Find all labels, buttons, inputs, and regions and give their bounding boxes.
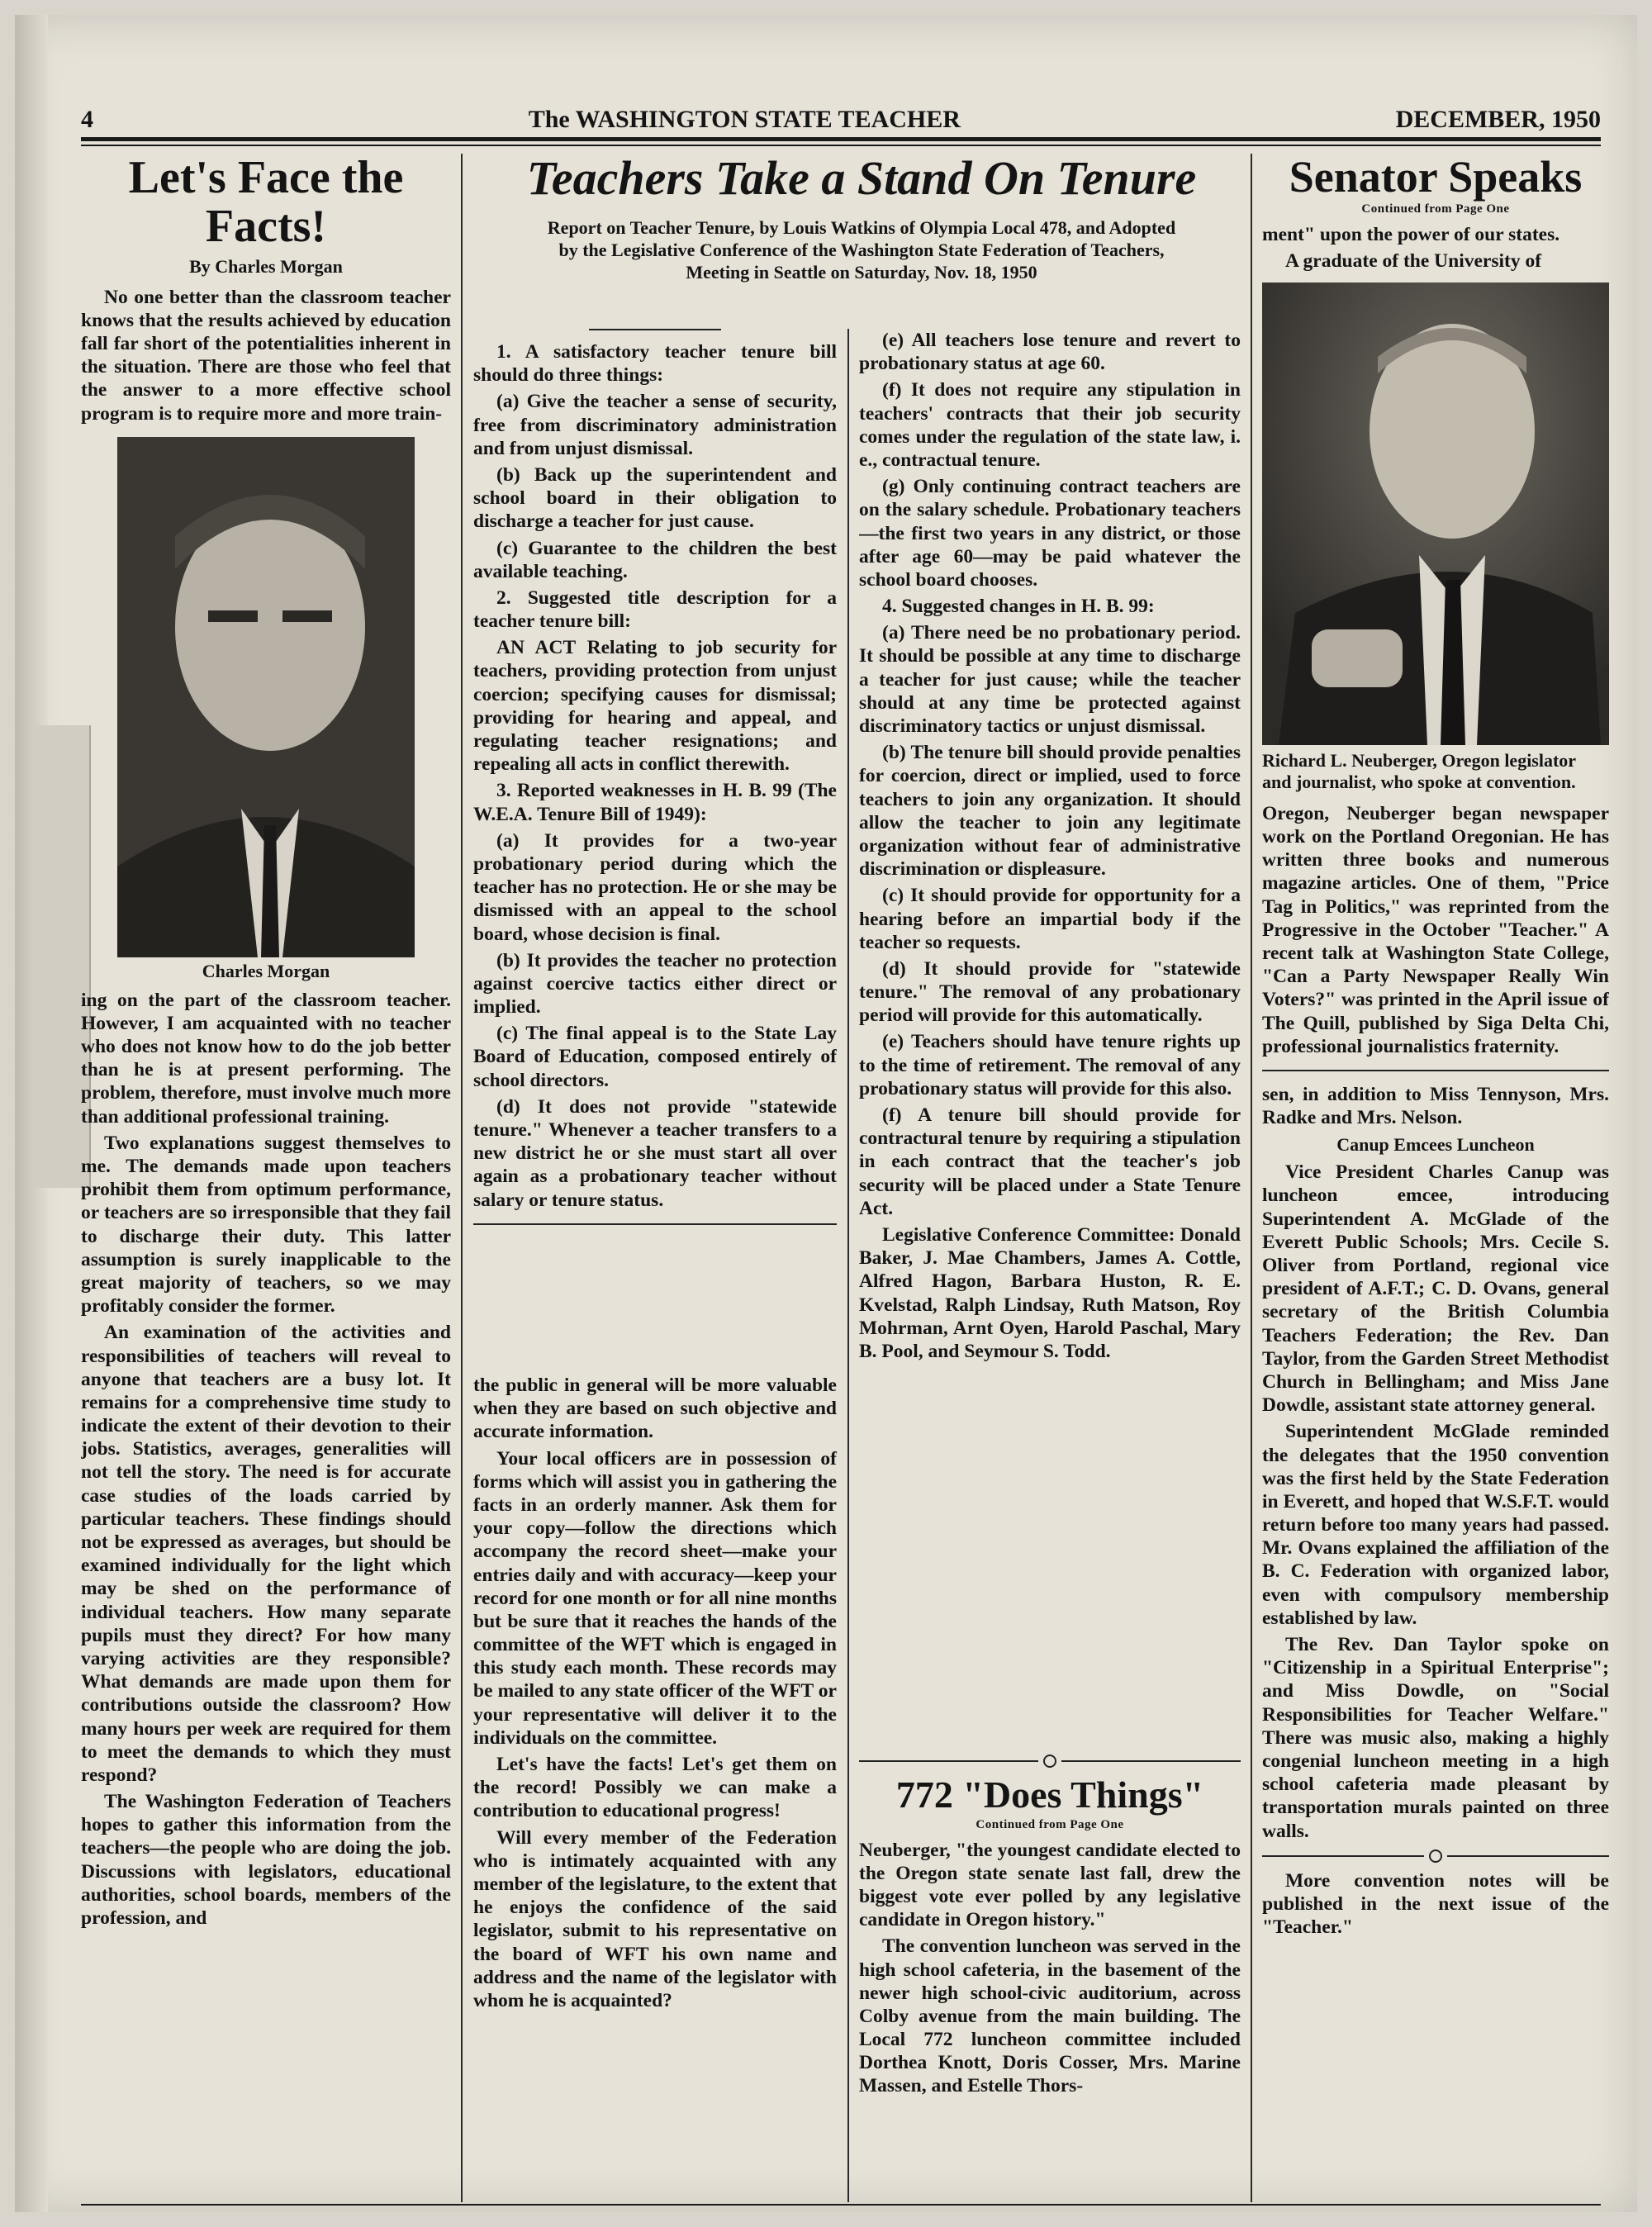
continuation-body — [473, 1374, 837, 2012]
issue-date: DECEMBER, 1950 — [1395, 106, 1601, 133]
paragraph: 2. Suggested title description for a teacher tenure bill: — [473, 586, 837, 633]
paragraph: 1. A satisfactory teacher tenure bill should do three things: — [473, 341, 837, 387]
headline-senator-speaks: Senator Speaks — [1289, 154, 1583, 202]
continued-note: Continued from Page One — [976, 1817, 1124, 1831]
paragraph: (e) All teachers lose tenure and revert to probationary status at age 60. — [859, 330, 1241, 375]
masthead — [81, 97, 1601, 134]
paragraph: Neuberger, "the youngest candidate elected to the Oregon state senate last fall, drew the biggest vote ever polled by any legislative candidate in Oregon history." — [859, 1839, 1241, 1931]
page-number: 4 — [81, 106, 93, 133]
lets-face-facts-continuation — [473, 1374, 837, 2200]
article-body — [81, 286, 451, 425]
masthead-rule — [81, 137, 1601, 141]
paragraph: The Rev. Dan Taylor spoke on "Citizenship in a Spiritual Enterprise"; and Miss Dowdle, on "Social Responsibilities for Teacher Welfare." There was music also, making a highly congenial luncheon meeting in a high school cafeteria made pleasant by transportation murals painted on three walls. — [1262, 1634, 1609, 1842]
short-rule — [589, 329, 721, 330]
paragraph: The convention luncheon was served in the high school cafeteria, in the basement of the newer high school-civic auditorium, across Colby avenue from the main building. The Local 772 luncheon committee included Dorthea Knott, Doris Cosser, Mrs. Marine Massen, and Estelle Thors- — [859, 1935, 1241, 2097]
column-lets-face-facts — [81, 154, 451, 2202]
section-rule — [1262, 1070, 1609, 1071]
ornament-divider — [859, 1755, 1241, 1768]
tenure-deck: Report on Teacher Tenure, by Louis Watkins of Olympia Local 478, and Adopted by the Legislative Conference of the Washington State Federation of Teachers, Meeting in Seattle on Saturday, Nov. 18, 1950 — [547, 216, 1176, 283]
paragraph: AN ACT Relating to job security for teachers, providing protection from unjust coercion; specifying causes for dismissal; providing for hearing and appeal, and regulating teacher resignations; and repealing all acts in conflict therewith. — [473, 637, 837, 776]
tenure-body-a — [473, 340, 837, 1212]
bottom-rule — [81, 2204, 1601, 2206]
paragraph: Superintendent McGlade reminded the delegates that the 1950 convention was the first held by the State Federation in Everett, and hoped that W.S.F.T. would return before too many years had passed. Mr. Ovans explained the affiliation of the B. C. Federation with organized labor, even with compulsory membership established by law. — [1262, 1421, 1609, 1629]
column-divider — [461, 154, 463, 2202]
paragraph: No one better than the classroom teacher knows that the results achieved by education fall far short of the potentialities inherent in the situation. There are those who feel that the answer to a more effective school program is to require more and more train- — [81, 286, 451, 425]
paragraph: (a) There need be no probationary period. It should be possible at any time to discharge a teacher for just cause; while the teacher should at any time be protected against discriminatory tactics or unjust dismissal. — [859, 622, 1241, 737]
article-body-cont — [81, 989, 451, 1930]
photo-charles-morgan — [117, 437, 415, 957]
paragraph: ment" upon the power of our states. — [1262, 223, 1560, 245]
luncheon-body — [1262, 1161, 1609, 1842]
paragraph: An examination of the activities and responsibilities of teachers will reveal to anyone that teachers are a busy lot. It remains for a comprehensive time study to indicate the extent of their devotion to their jobs. Statistics, averages, generalities will not tell the story. The need is for accurate case studies of the loads carried by particular teachers. These findings should not be expressed as averages, but should be examined individually for the light which may be shed on the performance of individual teachers. How many separate pupils must they direct? For how many varying activities are they responsible? What demands are made upon them for contributions outside the classroom? How many hours per week are required for them to meet the demands to which they must respond? — [81, 1322, 451, 1786]
does-things-body — [859, 1839, 1241, 2098]
tenure-body-b — [859, 329, 1241, 1363]
subhead-canup: Canup Emcees Luncheon — [1336, 1134, 1535, 1156]
does-things-continuation — [1262, 1083, 1609, 1129]
paragraph: (b) Back up the superintendent and school board in their obligation to discharge a teacher for just cause. — [473, 463, 837, 533]
senator-body-top — [1262, 223, 1609, 273]
paragraph: the public in general will be more valuable when they are based on such objective and accurate information. — [473, 1375, 837, 1443]
senator-bio — [1262, 802, 1609, 1058]
does-things-article — [859, 1748, 1241, 2202]
paragraph: Two explanations suggest themselves to me. The demands made upon teachers prohibit them from optimum performance, or teachers are so irresponsible that they fail to discharge their duty. This latter assumption is surely inapplicable to the great majority of teachers, so we may profitably consider the former. — [81, 1132, 451, 1318]
photo-caption-morgan: Charles Morgan — [202, 960, 330, 981]
paragraph: (f) It does not require any stipulation in teachers' contracts that their job security comes under the regulation of the state law, i. e., contractual tenure. — [859, 379, 1241, 471]
column-divider — [1251, 154, 1252, 2202]
paragraph: A graduate of the University of — [1285, 249, 1542, 272]
masthead-rule-thin — [81, 145, 1601, 146]
paragraph: (f) A tenure bill should provide for contractural tenure by requiring a stipulation in each contract that the teacher's job security will be placed under a State Tenure Act. — [859, 1104, 1241, 1219]
paragraph: Oregon, Neuberger began newspaper work on the Portland Oregonian. He has written three books and numerous magazine articles. One of them, "Price Tag in Politics," was reprinted from the Progressive in the October "Teacher." A recent talk at Washington State College, "Can a Party Newspaper Really Win Voters?" was printed in the April issue of The Quill, published by Siga Delta Chi, professional journalistics fraternity. — [1262, 802, 1609, 1057]
paragraph: (b) The tenure bill should provide penalties for coercion, direct or implied, used to force teachers to join any organization. It should allow the teacher to join any legitimate organization without fear of administrative discrimination or displeasure. — [859, 742, 1241, 881]
paragraph: (g) Only continuing contract teachers are on the salary schedule. Probationary teachers—the first two years in any district, or those after age 60—may be paid whatever the school board chooses. — [859, 476, 1241, 591]
paragraph: (b) It provides the teacher no protection against coercive tactics either direct or implied. — [473, 949, 837, 1019]
paragraph: (a) It provides for a two-year probationary period during which the teacher has no protection. He or she may be dismissed with an appeal to the school board, whose decision is final. — [473, 829, 837, 945]
section-rule — [473, 1223, 837, 1225]
continued-note: Continued from Page One — [1361, 202, 1510, 216]
paragraph: The Washington Federation of Teachers hopes to gather this information from the teachers—the people who are doing the job. Discussions with legislators, educational authorities, school boards, members of the profession, and — [81, 1791, 451, 1930]
tenure-col-a — [473, 329, 837, 1337]
paragraph: (e) Teachers should have tenure rights up to the time of retirement. The removal of any probationary status will provide for this also. — [859, 1031, 1241, 1099]
paragraph: Legislative Conference Committee: Donald Baker, J. Mae Chambers, James A. Cottle, Alfred Hagon, Barbara Huston, R. E. Kvelstad, Ralph Lindsay, Ruth Matson, Roy Mohrman, Arnt Oyen, Harold Paschal, Mary B. Pool, and Seymour S. Todd. — [859, 1223, 1241, 1362]
paragraph: sen, in addition to Miss Tennyson, Mrs. Radke and Mrs. Nelson. — [1262, 1083, 1609, 1129]
paragraph: More convention notes will be published in the next issue of the "Teacher." — [1262, 1869, 1609, 1939]
photo-caption-neuberger: Richard L. Neuberger, Oregon legislator and journalist, who spoke at convention. — [1262, 750, 1576, 793]
closing-note — [1262, 1869, 1609, 1940]
paragraph: (c) It should provide for opportunity for a hearing before an impartial body if the teacher so requests. — [859, 885, 1241, 953]
senator-speaks-column — [1262, 154, 1609, 2202]
paragraph: Your local officers are in possession of forms which will assist you in gathering the facts in an orderly manner. Ask them for your copy—follow the directions which accompany the record sheet—make your entries daily and with accuracy—keep your record for one month or for all nine months but be sure that it reaches the hands of the committee of the WFT which is engaged in this study each month. These records may be mailed to any state officer of the WFT or your representative will deliver it to the individuals on the committee. — [473, 1447, 837, 1749]
paragraph: Let's have the facts! Let's get them on the record! Possibly we can make a contribution to educational progress! — [473, 1754, 837, 1822]
paragraph: 4. Suggested changes in H. B. 99: — [882, 596, 1155, 618]
paragraph: ing on the part of the classroom teacher. However, I am acquainted with no teacher who does not know how to do the job better than he is at present performing. The problem, therefore, must involve much more than additional professional training. — [81, 989, 451, 1128]
headline-tenure: Teachers Take a Stand On Tenure — [526, 154, 1197, 205]
paragraph: (a) Give the teacher a sense of security, free from discriminatory administration and from unjust dismissal. — [473, 391, 837, 459]
ornament-divider — [1262, 1850, 1609, 1863]
publication-title: The WASHINGTON STATE TEACHER — [528, 106, 961, 133]
byline: By Charles Morgan — [189, 255, 343, 277]
headline-lets-face-facts: Let's Face the Facts! — [128, 154, 404, 252]
paragraph: 3. Reported weaknesses in H. B. 99 (The W.E.A. Tenure Bill of 1949): — [473, 780, 837, 825]
paragraph: (d) It does not provide "statewide tenure." Whenever a teacher transfers to a new district he or she must start all over again as a probationary teacher without salary or tenure status. — [473, 1095, 837, 1211]
paragraph: Vice President Charles Canup was luncheon emcee, introducing Superintendent A. McGlade of the Everett Public Schools; Mrs. Cecile S. Oliver from Portland, regional vice president of A.F.T.; C. D. Ovans, general secretary of the British Columbia Teachers Federation; the Rev. Dan Taylor, from the Garden Street Methodist Church in Bellingham; and Miss Jane Dowdle, assistant state attorney general. — [1262, 1161, 1609, 1417]
paragraph: (d) It should provide for "statewide tenure." The removal of any probationary period will provide for this automatically. — [859, 957, 1241, 1027]
column-divider — [847, 329, 849, 2202]
paragraph: (c) Guarantee to the children the best available teaching. — [473, 537, 837, 582]
paragraph: (c) The final appeal is to the State Lay Board of Education, composed entirely of school directors. — [473, 1023, 837, 1091]
photo-richard-neuberger — [1262, 283, 1609, 745]
headline-does-things: 772 "Does Things" — [895, 1774, 1204, 1816]
paragraph: Will every member of the Federation who is intimately acquainted with any member of the legislature, to the extent that he enjoys the confidence of the said legislator, submit to his representative on the board of WFT his own name and address and the name of the legislator with whom he is acquainted? — [473, 1826, 837, 2011]
newspaper-page — [15, 15, 1637, 2212]
tenure-col-b — [859, 329, 1241, 1750]
